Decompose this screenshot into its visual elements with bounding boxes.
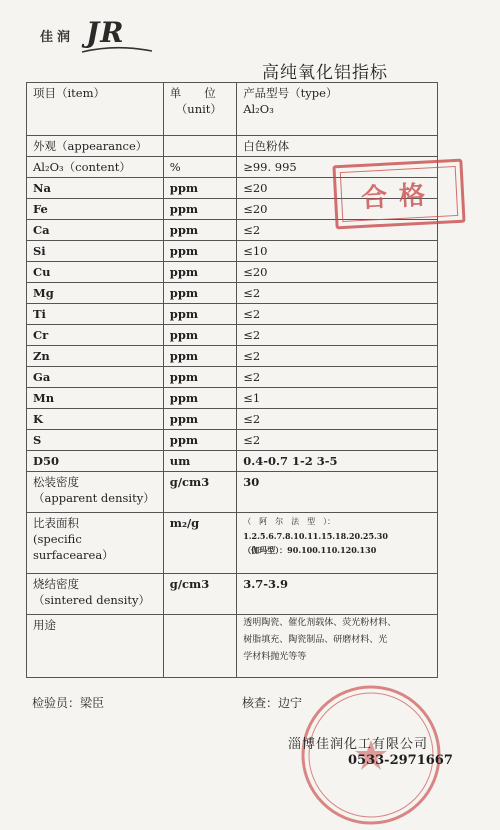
row-item: Fe: [27, 199, 164, 220]
row-value: 白色粉体: [237, 136, 438, 157]
sintered-item-en: （sintered density）: [33, 593, 151, 607]
logo-swoosh-icon: [80, 46, 154, 54]
surface-item: [27, 513, 164, 574]
header-type-label: 产品型号（type）: [243, 86, 338, 100]
surface-item-en-2: surfacearea）: [33, 548, 114, 562]
header-type: [237, 83, 438, 136]
table-row: [27, 346, 438, 367]
header-type-value: Al₂O₃: [243, 102, 274, 116]
row-value: ≤2: [237, 367, 438, 388]
row-item: Cr: [27, 325, 164, 346]
table-row: [27, 367, 438, 388]
table-row: [27, 136, 438, 157]
row-item: Mn: [27, 388, 164, 409]
density-unit: g/cm3: [163, 472, 236, 513]
sintered-value: 3.7-3.9: [237, 574, 438, 615]
row-value: 0.4-0.7 1-2 3-5: [237, 451, 438, 472]
density-item-en: （apparent density）: [33, 491, 155, 505]
sintered-unit: g/cm3: [163, 574, 236, 615]
row-value: ≤2: [237, 430, 438, 451]
table-row: [27, 388, 438, 409]
company-name: 淄博佳润化工有限公司: [288, 737, 429, 752]
surface-value-alpha-label: （ 阿 尔 法 型 ）：: [243, 517, 336, 526]
qualified-stamp: 合格: [332, 159, 465, 230]
surface-item-cn: 比表面积: [33, 516, 79, 530]
row-item: K: [27, 409, 164, 430]
table-row: [27, 241, 438, 262]
row-unit: ppm: [163, 388, 236, 409]
reviewer-label: 核查：边宁: [242, 696, 303, 710]
row-value: ≤2: [237, 220, 438, 241]
usage-unit: [163, 615, 236, 678]
row-unit: um: [163, 451, 236, 472]
document-title: 高纯氧化铝指标: [262, 63, 388, 83]
row-unit: ppm: [163, 304, 236, 325]
table-row-density: [27, 472, 438, 513]
density-value: 30: [237, 472, 438, 513]
row-value: ≤2: [237, 304, 438, 325]
row-item: Na: [27, 178, 164, 199]
row-unit: ppm: [163, 220, 236, 241]
table-row: [27, 451, 438, 472]
row-unit: ppm: [163, 199, 236, 220]
table-row-surface: [27, 513, 438, 574]
row-unit: %: [163, 157, 236, 178]
usage-value-1: 透明陶瓷、催化剂载体、荧光粉材料、: [243, 618, 397, 628]
company-logo: [40, 16, 152, 52]
row-item: S: [27, 430, 164, 451]
surface-value-alpha: 1.2.5.6.7.8.10.11.15.18.20.25.30: [243, 531, 388, 541]
table-row: [27, 304, 438, 325]
row-value: ≤2: [237, 409, 438, 430]
row-unit: ppm: [163, 178, 236, 199]
surface-value: [237, 513, 438, 574]
row-unit: ppm: [163, 367, 236, 388]
row-value: ≤1: [237, 388, 438, 409]
row-value: ≤2: [237, 283, 438, 304]
table-row: [27, 283, 438, 304]
row-unit: ppm: [163, 346, 236, 367]
row-unit: [163, 136, 236, 157]
header-item: 项目（item）: [27, 83, 164, 136]
row-unit: ppm: [163, 325, 236, 346]
table-header-row: [27, 83, 438, 136]
header-unit: [163, 83, 236, 136]
sintered-item-cn: 烧结密度: [33, 577, 79, 591]
row-item: Ca: [27, 220, 164, 241]
row-item: Mg: [27, 283, 164, 304]
table-row: [27, 430, 438, 451]
row-value: ≤20: [237, 262, 438, 283]
row-item: 外观（appearance）: [27, 136, 164, 157]
density-item: [27, 472, 164, 513]
row-item: Ga: [27, 367, 164, 388]
usage-value-2: 树脂填充、陶瓷制品、研磨材料、光: [243, 635, 388, 645]
table-row-sintered: [27, 574, 438, 615]
row-item: Zn: [27, 346, 164, 367]
logo-mark: JR: [86, 16, 125, 49]
row-item: Ti: [27, 304, 164, 325]
row-item: Al₂O₃（content）: [27, 157, 164, 178]
usage-item: 用途: [27, 615, 164, 678]
row-value: ≤2: [237, 346, 438, 367]
surface-value-gamma: （伽玛型）：90.100.110.120.130: [243, 545, 377, 555]
usage-value: [237, 615, 438, 678]
surface-unit: m₂/g: [163, 513, 236, 574]
sintered-item: [27, 574, 164, 615]
header-unit-cn: 单 位: [169, 86, 216, 100]
row-unit: ppm: [163, 430, 236, 451]
row-item: D50: [27, 451, 164, 472]
table-row-usage: [27, 615, 438, 678]
row-unit: ppm: [163, 409, 236, 430]
row-item: Si: [27, 241, 164, 262]
density-item-cn: 松装密度: [33, 475, 79, 489]
surface-item-en-1: (specific: [33, 532, 82, 546]
row-value: ≤10: [237, 241, 438, 262]
logo-chinese-name: 佳润: [40, 30, 75, 45]
header-unit-en: （unit）: [175, 102, 222, 116]
row-value: ≥99. 995: [237, 157, 438, 178]
row-unit: ppm: [163, 283, 236, 304]
row-value: ≤20: [237, 199, 438, 220]
usage-value-3: 学材料抛光等等: [243, 652, 307, 662]
company-phone: 0533-2971667: [348, 753, 453, 768]
row-unit: ppm: [163, 241, 236, 262]
row-unit: ppm: [163, 262, 236, 283]
row-item: Cu: [27, 262, 164, 283]
table-row: [27, 325, 438, 346]
row-value: ≤20: [237, 178, 438, 199]
table-row: [27, 409, 438, 430]
row-value: ≤2: [237, 325, 438, 346]
table-row: [27, 262, 438, 283]
inspector-label: 检验员：梁臣: [32, 696, 105, 710]
